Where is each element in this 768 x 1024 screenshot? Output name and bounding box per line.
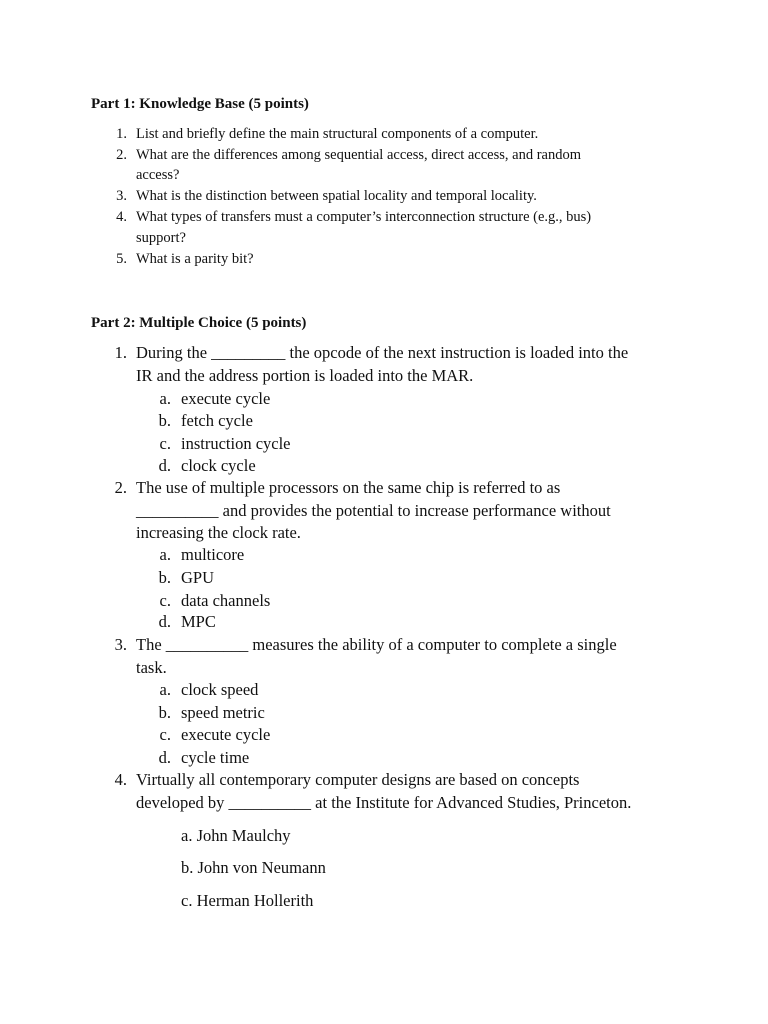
option-letter: d. [158, 612, 171, 631]
item-text: support? [136, 230, 186, 246]
question-text: During the _________ the opcode of the next instruction is loaded into the [136, 343, 629, 362]
option-text: execute cycle [181, 389, 271, 408]
question-text: increasing the clock rate. [136, 523, 301, 542]
question-text: IR and the address portion is loaded into the MAR. [136, 366, 474, 385]
option-letter: d. [158, 456, 171, 475]
question-number: 2. [114, 478, 127, 497]
item-text: access? [136, 167, 180, 183]
question-number: 3. [114, 635, 127, 654]
part1-heading: Part 1: Knowledge Base (5 points) [91, 96, 309, 112]
item-text: What types of transfers must a computer’s interconnection structure (e.g., bus) [136, 209, 592, 225]
question-number: 4. [114, 770, 127, 789]
item-number: 1. [116, 126, 127, 142]
option-letter: c. [159, 725, 171, 744]
item-text: What are the differences among sequential access, direct access, and random [136, 147, 581, 163]
item-number: 2. [116, 147, 127, 163]
question-text: task. [136, 658, 167, 677]
option-letter: b. [158, 411, 171, 430]
question-number: 1. [114, 343, 127, 362]
item-number: 4. [116, 209, 127, 225]
option-letter: b. [158, 703, 171, 722]
option-letter: b. [158, 568, 171, 587]
option-text: GPU [181, 568, 215, 587]
option-text: data channels [181, 591, 271, 610]
option-text: c. Herman Hollerith [181, 891, 314, 910]
item-number: 3. [116, 188, 127, 204]
question-text: __________ and provides the potential to increase performance without [136, 501, 611, 520]
question-text: The __________ measures the ability of a computer to complete a single [136, 635, 617, 654]
option-text: cycle time [181, 748, 250, 767]
option-text: speed metric [181, 703, 265, 722]
question-text: developed by __________ at the Institute for Advanced Studies, Princeton. [136, 793, 632, 812]
option-text: a. John Maulchy [181, 826, 291, 845]
option-text: MPC [181, 612, 216, 631]
option-text: clock cycle [181, 456, 256, 475]
option-text: b. John von Neumann [181, 858, 326, 877]
question-text: Virtually all contemporary computer designs are based on concepts [136, 770, 580, 789]
option-text: clock speed [181, 680, 259, 699]
item-text: What is the distinction between spatial locality and temporal locality. [136, 188, 537, 204]
item-text: List and briefly define the main structural components of a computer. [136, 126, 539, 142]
option-letter: a. [159, 680, 171, 699]
item-number: 5. [116, 251, 127, 267]
option-text: execute cycle [181, 725, 271, 744]
option-letter: a. [159, 545, 171, 564]
option-letter: c. [159, 591, 171, 610]
option-text: fetch cycle [181, 411, 253, 430]
part2-heading: Part 2: Multiple Choice (5 points) [91, 315, 307, 331]
option-letter: d. [158, 748, 171, 767]
option-text: instruction cycle [181, 434, 291, 453]
question-text: The use of multiple processors on the same chip is referred to as [136, 478, 561, 497]
option-letter: a. [159, 389, 171, 408]
item-text: What is a parity bit? [136, 251, 254, 267]
option-text: multicore [181, 545, 245, 564]
option-letter: c. [159, 434, 171, 453]
